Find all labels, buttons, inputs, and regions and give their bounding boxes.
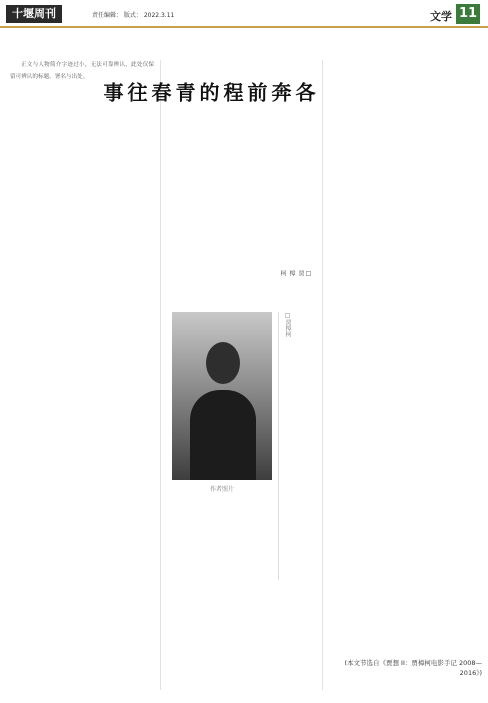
column-divider (322, 60, 323, 690)
author-bio-note: □贾樟柯 (284, 312, 291, 337)
section-title: 文学 (430, 10, 452, 23)
author-photo (172, 312, 272, 480)
article-title: 各奔前程的青春往事 (100, 82, 316, 103)
page-header (0, 0, 488, 28)
author-bio (278, 312, 320, 580)
masthead-logo: 十堰周刊 (6, 5, 62, 23)
page-number: 11 (456, 4, 480, 24)
article-byline: □贾樟柯 (279, 270, 312, 277)
author-photo-head (206, 342, 240, 384)
editor-meta: 责任编辑： 版式： 2022.3.11 (92, 12, 175, 19)
transcription-notice: 正文与人物简介字迹过小，无法可靠辨认，此处仅保留可辨认的标题、署名与出处。 (10, 62, 154, 80)
author-photo-body (190, 390, 256, 480)
author-photo-label: 作者照片 (209, 486, 234, 493)
article-source: (本文节选自《贾想 II：贾樟柯电影手记 2008—2016》) (344, 659, 482, 677)
column-divider (160, 60, 161, 690)
